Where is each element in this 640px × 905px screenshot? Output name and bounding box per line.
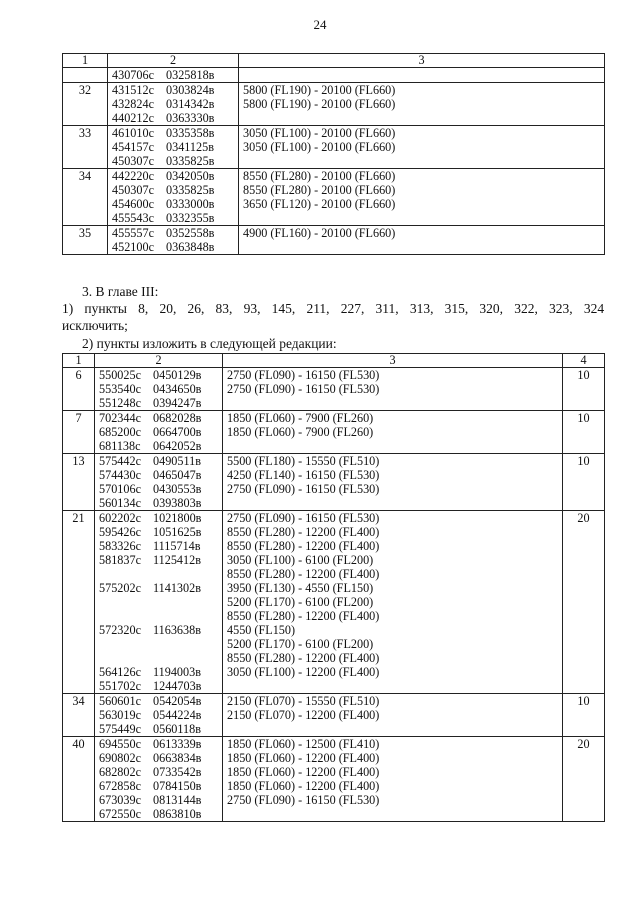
point-number-cell: 33 <box>63 126 108 169</box>
longitude: 0560118в <box>153 722 201 736</box>
altitude-range: 3650 (FL120) - 20100 (FL660) <box>243 197 396 211</box>
longitude: 0613339в <box>153 737 202 751</box>
altitude-limits-cell <box>223 411 563 454</box>
coordinate-line <box>99 581 222 595</box>
latitude: 560601с <box>99 694 141 708</box>
latitude: 450307с <box>112 154 154 168</box>
longitude: 0450129в <box>153 368 202 382</box>
altitude-range: 8550 (FL280) - 12200 (FL400) <box>227 609 380 623</box>
latitude <box>99 609 153 623</box>
altitude-range: 2750 (FL090) - 16150 (FL530) <box>227 382 380 396</box>
altitude-range: 8550 (FL280) - 20100 (FL660) <box>243 169 396 183</box>
coordinate-line <box>99 468 222 482</box>
coordinate-line <box>99 439 222 453</box>
point-number-cell: 32 <box>63 83 108 126</box>
latitude: 563019с <box>99 708 141 722</box>
header-cell: 3 <box>223 354 563 368</box>
point-number-cell <box>63 68 108 83</box>
coordinate-line <box>99 708 222 722</box>
altitude-limits-cell <box>223 454 563 511</box>
longitude: 0642052в <box>153 439 202 453</box>
coordinate-line <box>112 68 238 82</box>
altitude-limits-cell <box>239 126 605 169</box>
altitude-range: 5200 (FL170) - 6100 (FL200) <box>227 595 374 609</box>
altitude-limits-cell <box>223 368 563 411</box>
altitude-limits-cell <box>239 169 605 226</box>
altitude-limits-cell <box>239 68 605 83</box>
latitude: 550025с <box>99 368 141 382</box>
longitude: 1125412в <box>153 553 201 567</box>
latitude: 551248с <box>99 396 141 410</box>
table-row <box>63 694 605 737</box>
coordinates-cell <box>108 226 239 255</box>
altitude-range: 4550 (FL150) <box>227 623 296 637</box>
coordinate-line <box>99 382 222 396</box>
longitude: 0465047в <box>153 468 202 482</box>
longitude: 0863810в <box>153 807 202 821</box>
altitude-range: 1850 (FL060) - 12200 (FL400) <box>227 765 380 779</box>
altitude-range: 5200 (FL170) - 6100 (FL200) <box>227 637 374 651</box>
table-row <box>63 68 605 83</box>
altitude-range: 5500 (FL180) - 15550 (FL510) <box>227 454 380 468</box>
altitude-range: 1850 (FL060) - 7900 (FL260) <box>227 425 374 439</box>
altitude-range: 3050 (FL100) - 20100 (FL660) <box>243 126 396 140</box>
latitude: 681138с <box>99 439 141 453</box>
chapter-heading: 3. В главе III: <box>82 284 159 299</box>
longitude: 0544224в <box>153 708 202 722</box>
latitude: 450307с <box>112 183 154 197</box>
altitude-range: 8550 (FL280) - 12200 (FL400) <box>227 651 380 665</box>
point-number-cell: 13 <box>63 454 95 511</box>
coordinate-line <box>112 97 238 111</box>
altitude-limits-cell <box>223 737 563 822</box>
longitude: 0393803в <box>153 496 202 510</box>
longitude: 1163638в <box>153 623 201 637</box>
item-1-word: 320, <box>479 301 504 316</box>
item-1-word: 324 <box>583 301 605 316</box>
coordinate-line <box>99 511 222 525</box>
item-2-line: 2) пункты изложить в следующей редакции: <box>82 336 337 351</box>
latitude: 461010с <box>112 126 154 140</box>
class-cell: 10 <box>563 454 605 511</box>
altitude-range: 1850 (FL060) - 12500 (FL410) <box>227 737 380 751</box>
coordinate-line <box>112 154 238 168</box>
coordinate-line <box>99 779 222 793</box>
longitude: 0430553в <box>153 482 202 496</box>
class-cell: 20 <box>563 737 605 822</box>
longitude: 0303824в <box>166 83 215 97</box>
coordinate-line <box>99 679 222 693</box>
latitude: 432824с <box>112 97 154 111</box>
altitude-range: 2750 (FL090) - 16150 (FL530) <box>227 482 380 496</box>
coordinate-line <box>99 368 222 382</box>
coordinates-cell <box>95 368 223 411</box>
header-cell: 1 <box>63 354 95 368</box>
longitude: 1021800в <box>153 511 202 525</box>
coordinate-line <box>99 553 222 567</box>
item-1-word: 315, <box>444 301 469 316</box>
longitude: 0490511в <box>153 454 201 468</box>
header-cell: 2 <box>95 354 223 368</box>
latitude: 575449с <box>99 722 141 736</box>
item-1-word: 322, <box>514 301 538 316</box>
table-row <box>63 126 605 169</box>
latitude: 690802с <box>99 751 141 765</box>
altitude-range: 8550 (FL280) - 12200 (FL400) <box>227 567 380 581</box>
altitude-range: 5800 (FL190) - 20100 (FL660) <box>243 97 396 111</box>
longitude: 0733542в <box>153 765 202 779</box>
latitude: 564126с <box>99 665 141 679</box>
coordinates-cell <box>95 737 223 822</box>
item-1-word: 323, <box>549 301 573 316</box>
coordinate-line <box>99 411 222 425</box>
coordinate-line <box>112 183 238 197</box>
latitude: 583326с <box>99 539 141 553</box>
altitude-range: 4250 (FL140) - 16150 (FL530) <box>227 468 380 482</box>
altitude-range: 8550 (FL280) - 12200 (FL400) <box>227 525 380 539</box>
item-1-word: пункты <box>84 301 127 316</box>
item-1-word: 311, <box>375 301 399 316</box>
header-cell: 4 <box>563 354 605 368</box>
coordinate-line <box>99 637 222 651</box>
coordinates-cell <box>95 694 223 737</box>
altitude-range: 3050 (FL100) - 20100 (FL660) <box>243 140 396 154</box>
altitude-range: 8550 (FL280) - 12200 (FL400) <box>227 539 380 553</box>
item-1-word: 8, <box>138 301 149 316</box>
longitude: 0314342в <box>166 97 215 111</box>
latitude: 455557с <box>112 226 154 240</box>
coordinate-line <box>99 623 222 637</box>
item-1-word: 83, <box>215 301 233 316</box>
latitude: 442220с <box>112 169 154 183</box>
coordinate-line <box>99 525 222 539</box>
airspace-table-new <box>62 353 605 822</box>
point-number-cell: 34 <box>63 694 95 737</box>
longitude: 0363848в <box>166 240 215 254</box>
longitude: 0342050в <box>166 169 215 183</box>
table-row <box>63 511 605 694</box>
coordinates-cell <box>108 83 239 126</box>
altitude-range: 1850 (FL060) - 12200 (FL400) <box>227 779 380 793</box>
longitude: 0341125в <box>166 140 214 154</box>
item-1-word: 1) <box>62 301 74 316</box>
coordinate-line <box>112 83 238 97</box>
coordinate-line <box>112 140 238 154</box>
longitude: 0663834в <box>153 751 202 765</box>
coordinates-cell <box>108 169 239 226</box>
item-1-word: 211, <box>306 301 330 316</box>
altitude-range: 2750 (FL090) - 16150 (FL530) <box>227 368 380 382</box>
altitude-range: 2150 (FL070) - 15550 (FL510) <box>227 694 380 708</box>
longitude: 0813144в <box>153 793 202 807</box>
point-number-cell: 34 <box>63 169 108 226</box>
item-1-line-1 <box>62 301 604 317</box>
latitude <box>99 567 153 581</box>
item-1-word: 145, <box>271 301 296 316</box>
latitude: 575202с <box>99 581 141 595</box>
table-row <box>63 454 605 511</box>
point-number-cell: 40 <box>63 737 95 822</box>
latitude: 570106с <box>99 482 141 496</box>
item-1-word: 313, <box>409 301 434 316</box>
longitude: 0333000в <box>166 197 215 211</box>
altitude-range: 1850 (FL060) - 7900 (FL260) <box>227 411 374 425</box>
latitude: 430706с <box>112 68 154 82</box>
table-row <box>63 83 605 126</box>
coordinate-line <box>99 595 222 609</box>
latitude: 685200с <box>99 425 141 439</box>
coordinate-line <box>112 169 238 183</box>
airspace-table-continued <box>62 53 605 255</box>
longitude: 1244703в <box>153 679 202 693</box>
class-cell: 10 <box>563 368 605 411</box>
coordinate-line <box>99 651 222 665</box>
table-row <box>63 169 605 226</box>
latitude: 602202с <box>99 511 141 525</box>
latitude: 682802с <box>99 765 141 779</box>
coordinate-line <box>112 211 238 225</box>
table-header-row <box>63 54 605 68</box>
coordinate-line <box>99 694 222 708</box>
table-row <box>63 737 605 822</box>
coordinate-line <box>99 737 222 751</box>
page-number: 24 <box>313 17 327 32</box>
header-cell: 1 <box>63 54 108 68</box>
coordinate-line <box>112 226 238 240</box>
coordinates-cell <box>108 126 239 169</box>
longitude: 0332355в <box>166 211 215 225</box>
longitude: 0682028в <box>153 411 202 425</box>
latitude <box>99 637 153 651</box>
latitude: 672858с <box>99 779 141 793</box>
item-1-word: 20, <box>159 301 177 316</box>
point-number-cell: 7 <box>63 411 95 454</box>
altitude-range: 3050 (FL100) - 6100 (FL200) <box>227 553 374 567</box>
altitude-range: 2150 (FL070) - 12200 (FL400) <box>227 708 380 722</box>
coordinate-line <box>99 454 222 468</box>
coordinate-line <box>99 396 222 410</box>
longitude: 1194003в <box>153 665 201 679</box>
latitude <box>99 595 153 609</box>
coordinate-line <box>99 567 222 581</box>
latitude: 702344с <box>99 411 141 425</box>
latitude: 672550с <box>99 807 141 821</box>
coordinate-line <box>99 482 222 496</box>
coordinates-cell <box>108 68 239 83</box>
table-row <box>63 411 605 454</box>
item-1-word: 93, <box>243 301 261 316</box>
latitude <box>99 651 153 665</box>
latitude: 572320с <box>99 623 141 637</box>
longitude: 1141302в <box>153 581 201 595</box>
coordinate-line <box>99 807 222 821</box>
altitude-range: 4900 (FL160) - 20100 (FL660) <box>243 226 396 240</box>
point-number-cell: 35 <box>63 226 108 255</box>
longitude: 0335358в <box>166 126 215 140</box>
altitude-limits-cell <box>223 511 563 694</box>
coordinate-line <box>99 793 222 807</box>
class-cell: 10 <box>563 694 605 737</box>
altitude-range: 3050 (FL100) - 12200 (FL400) <box>227 665 380 679</box>
table-row <box>63 226 605 255</box>
latitude: 431512с <box>112 83 154 97</box>
coordinate-line <box>99 609 222 623</box>
longitude: 0363330в <box>166 111 215 125</box>
altitude-limits-cell <box>223 694 563 737</box>
longitude: 0352558в <box>166 226 215 240</box>
latitude: 455543с <box>112 211 154 225</box>
latitude: 673039с <box>99 793 141 807</box>
altitude-range: 2750 (FL090) - 16150 (FL530) <box>227 511 380 525</box>
coordinate-line <box>99 539 222 553</box>
latitude: 454157с <box>112 140 154 154</box>
header-cell: 3 <box>239 54 605 68</box>
altitude-range: 2750 (FL090) - 16150 (FL530) <box>227 793 380 807</box>
altitude-range: 8550 (FL280) - 20100 (FL660) <box>243 183 396 197</box>
longitude: 0664700в <box>153 425 202 439</box>
latitude: 452100с <box>112 240 154 254</box>
altitude-limits-cell <box>239 83 605 126</box>
coordinate-line <box>99 751 222 765</box>
latitude: 551702с <box>99 679 141 693</box>
latitude: 454600с <box>112 197 154 211</box>
longitude: 0335825в <box>166 154 215 168</box>
latitude: 694550с <box>99 737 141 751</box>
latitude: 595426с <box>99 525 141 539</box>
altitude-range: 3950 (FL130) - 4550 (FL150) <box>227 581 374 595</box>
coordinate-line <box>99 496 222 510</box>
longitude: 0394247в <box>153 396 202 410</box>
class-cell: 20 <box>563 511 605 694</box>
coordinate-line <box>99 665 222 679</box>
coordinate-line <box>99 765 222 779</box>
longitude: 1051625в <box>153 525 202 539</box>
longitude: 0542054в <box>153 694 202 708</box>
altitude-range: 1850 (FL060) - 12200 (FL400) <box>227 751 380 765</box>
item-1-word: 227, <box>340 301 365 316</box>
latitude: 574430с <box>99 468 141 482</box>
item-1-word: 26, <box>187 301 205 316</box>
latitude: 440212с <box>112 111 154 125</box>
altitude-limits-cell <box>239 226 605 255</box>
coordinates-cell <box>95 411 223 454</box>
latitude: 581837с <box>99 553 141 567</box>
coordinates-cell <box>95 511 223 694</box>
coordinate-line <box>112 126 238 140</box>
longitude: 1115714в <box>153 539 201 553</box>
class-cell: 10 <box>563 411 605 454</box>
coordinate-line <box>99 722 222 736</box>
point-number-cell: 21 <box>63 511 95 694</box>
latitude: 560134с <box>99 496 141 510</box>
latitude: 575442с <box>99 454 141 468</box>
coordinates-cell <box>95 454 223 511</box>
longitude: 0335825в <box>166 183 215 197</box>
longitude: 0325818в <box>166 68 215 82</box>
table-header-row <box>63 354 605 368</box>
latitude: 553540с <box>99 382 141 396</box>
coordinate-line <box>112 240 238 254</box>
longitude: 0434650в <box>153 382 202 396</box>
altitude-range: 5800 (FL190) - 20100 (FL660) <box>243 83 396 97</box>
coordinate-line <box>112 111 238 125</box>
table-row <box>63 368 605 411</box>
coordinate-line <box>112 197 238 211</box>
coordinate-line <box>99 425 222 439</box>
longitude: 0784150в <box>153 779 202 793</box>
point-number-cell: 6 <box>63 368 95 411</box>
header-cell: 2 <box>108 54 239 68</box>
item-1-line-2: исключить; <box>62 318 128 333</box>
